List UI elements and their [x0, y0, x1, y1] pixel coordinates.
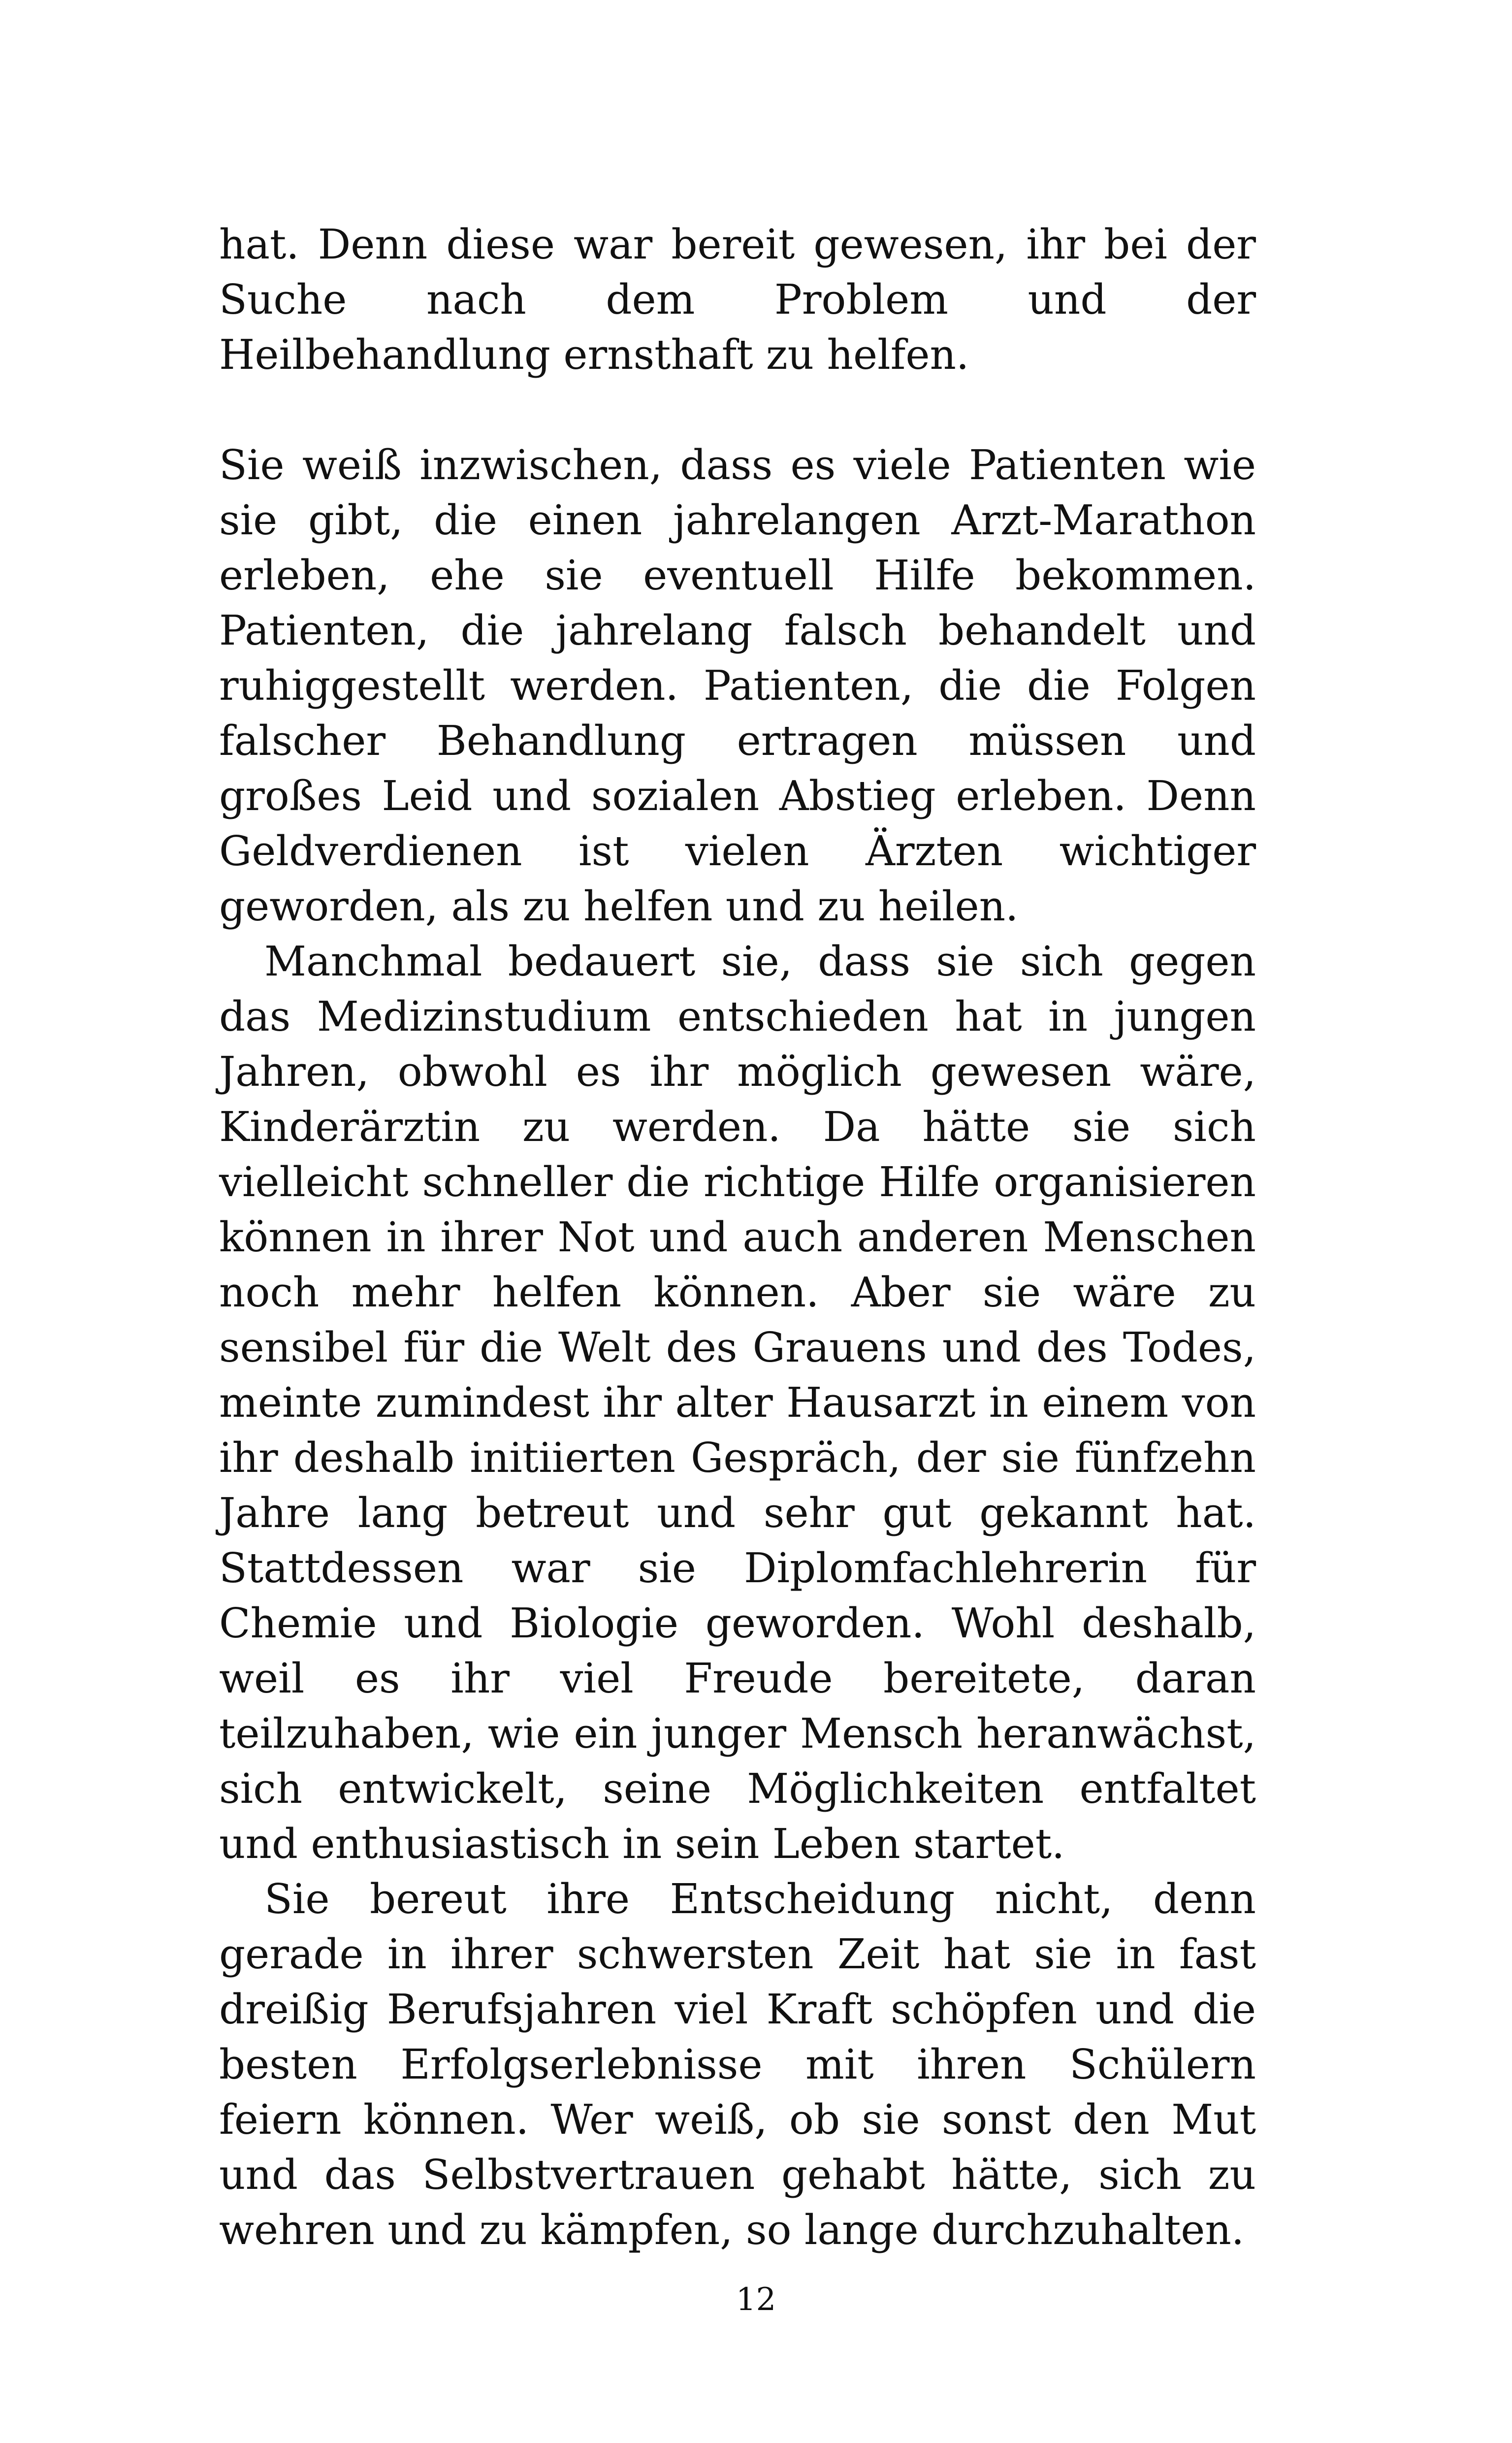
paragraph-2: Sie weiß inzwischen, dass es viele Patienten wie sie gibt, die einen jahrelangen Arzt-Marathon erleben, ehe sie eventuell Hilfe bekommen. Patienten, die jahrelang falsch behandelt und ruhiggestellt werden. Patienten, die die Folgen falscher Behandlung ertragen müssen und großes Leid und sozialen Abstieg erleben. Denn Geldverdienen ist vielen Ärzten wichtiger geworden, als zu helfen und zu heilen.	[219, 441, 1256, 930]
body-text	[219, 217, 1256, 2258]
paragraph-3: Manchmal bedauert sie, dass sie sich gegen das Medizinstudium entschieden hat in jungen Jahren, obwohl es ihr möglich gewesen wäre, Kinderärztin zu werden. Da hätte sie sich vielleicht schneller die richtige Hilfe organisieren können in ihrer Not und auch anderen Menschen noch mehr helfen können. Aber sie wäre zu sensibel für die Welt des Grauens und des Todes, meinte zumindest ihr alter Hausarzt in einem von ihr deshalb initiierten Gespräch, der sie fünfzehn Jahre lang betreut und sehr gut gekannt hat. Stattdessen war sie Diplomfachlehrerin für Chemie und Biologie geworden. Wohl deshalb, weil es ihr viel Freude bereitete, daran teilzuhaben, wie ein junger Mensch heranwächst, sich entwickelt, seine Möglichkeiten entfaltet und enthusiastisch in sein Leben startet.	[219, 938, 1256, 1868]
paragraph-4: Sie bereut ihre Entscheidung nicht, denn gerade in ihrer schwersten Zeit hat sie in fast dreißig Berufsjahren viel Kraft schöpfen und die besten Erfolgserlebnisse mit ihren Schülern feiern können. Wer weiß, ob sie sonst den Mut und das Selbstvertrauen gehabt hätte, sich zu wehren und zu kämpfen, so lange durchzuhalten.	[219, 1875, 1256, 2254]
page-number: 12	[736, 2281, 776, 2318]
paragraph-1: hat. Denn diese war bereit gewesen, ihr bei der Suche nach dem Problem und der Heilbehandlung ernsthaft zu helfen.	[219, 221, 1256, 379]
